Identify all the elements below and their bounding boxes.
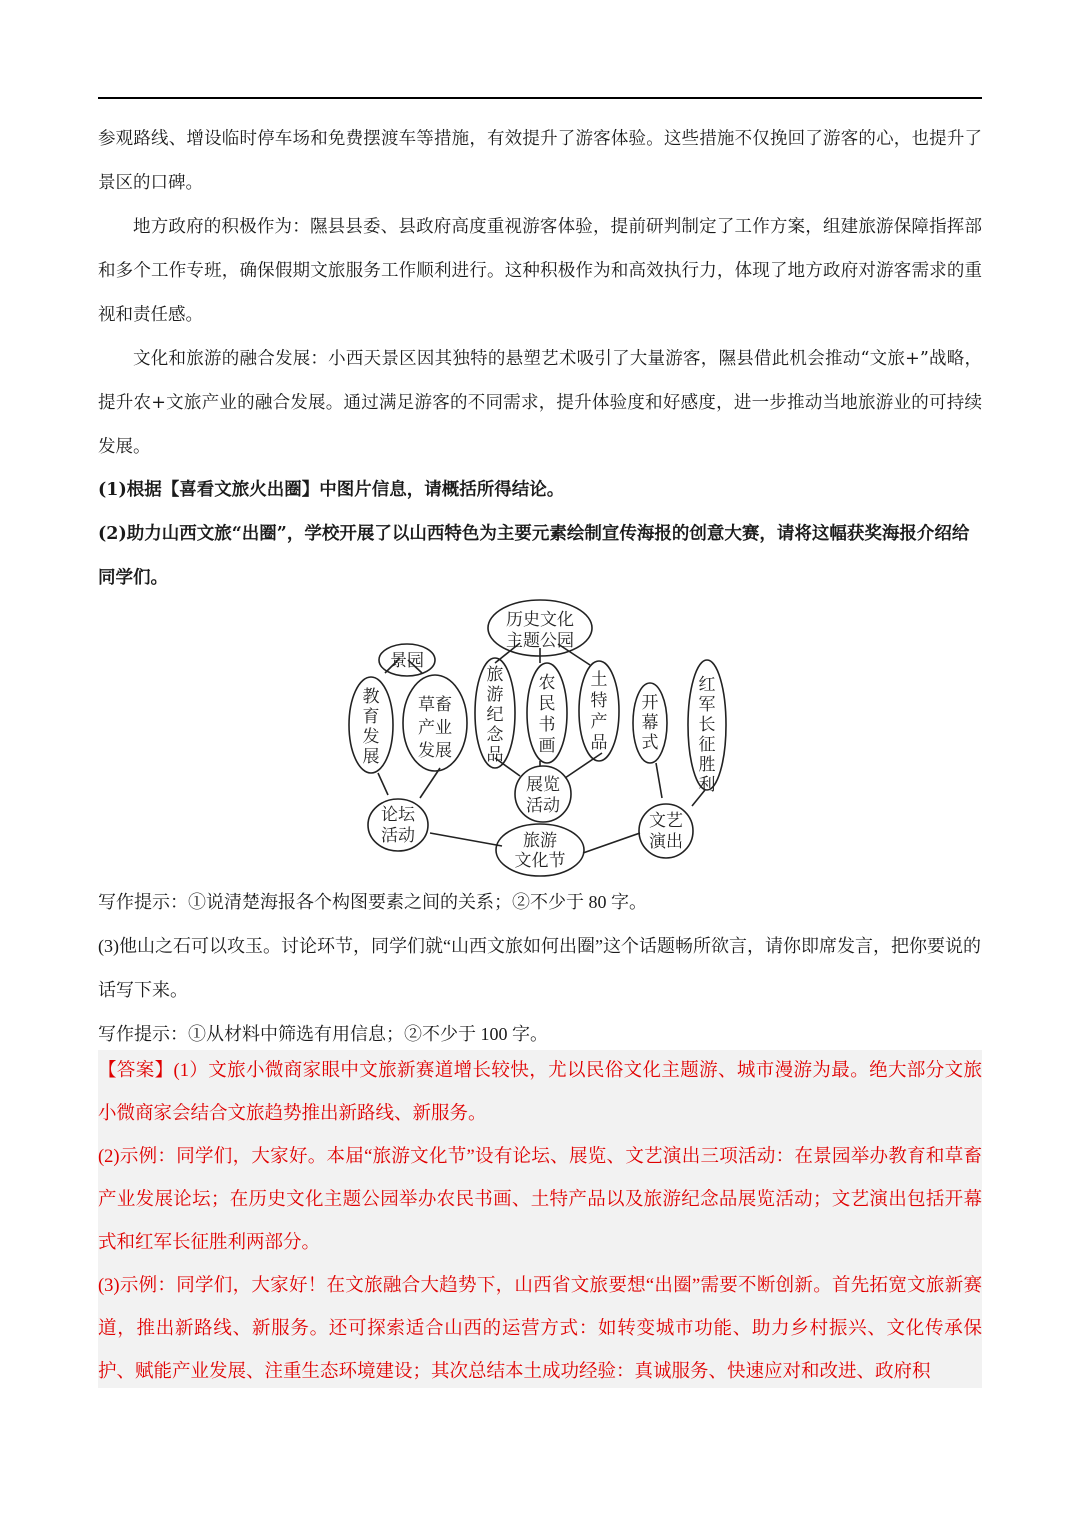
svg-text:品: 品 bbox=[486, 745, 504, 765]
svg-text:育: 育 bbox=[362, 707, 380, 727]
svg-text:特: 特 bbox=[590, 691, 608, 711]
node-garden: 景园 bbox=[390, 651, 424, 671]
svg-text:教: 教 bbox=[362, 687, 380, 707]
svg-text:品: 品 bbox=[590, 733, 608, 753]
node-souvenir bbox=[487, 665, 505, 765]
poster-diagram bbox=[340, 598, 740, 883]
svg-text:主题公园: 主题公园 bbox=[506, 631, 574, 651]
question-3: (3)他山之石可以攻玉。讨论环节，同学们就“山西文旅如何出圈”这个话题畅所欲言，请你即席发言，把你要说的话写下来。 bbox=[98, 936, 981, 1000]
paragraph-3: 文化和旅游的融合发展：小西天景区因其独特的悬塑艺术吸引了大量游客，隰县借此机会推动“文旅+”战略，提升农+文旅产业的融合发展。通过满足游客的不同需求，提升体验度和好感度，进一步推动当地旅游业的可持续发展。 bbox=[98, 349, 982, 457]
svg-text:发展: 发展 bbox=[418, 741, 452, 761]
node-tourism-festival bbox=[515, 831, 566, 871]
svg-text:文艺: 文艺 bbox=[649, 811, 683, 831]
svg-text:式: 式 bbox=[641, 733, 659, 753]
svg-text:活动: 活动 bbox=[381, 826, 415, 846]
answer-label: 【答案】 bbox=[98, 1061, 174, 1081]
svg-text:旅游: 旅游 bbox=[523, 831, 557, 851]
question-2: (2)助力山西文旅“出圈”，学校开展了以山西特色为主要元素绘制宣传海报的创意大赛，请将这幅获奖海报介绍给同学们。 bbox=[98, 524, 970, 588]
svg-text:书: 书 bbox=[538, 715, 556, 735]
header-rule bbox=[98, 97, 982, 99]
answer-1 bbox=[98, 1050, 982, 1136]
svg-text:纪: 纪 bbox=[486, 705, 504, 725]
svg-text:开: 开 bbox=[641, 693, 659, 713]
node-history-park bbox=[506, 610, 574, 651]
svg-text:论坛: 论坛 bbox=[381, 805, 415, 825]
node-specialty bbox=[591, 670, 608, 753]
answer-1-text: (1）文旅小微商家眼中文旅新赛道增长较快，尤以民俗文化主题游、城市漫游为最。绝大部分文旅小微商家会结合文旅趋势推出新路线、新服务。 bbox=[98, 1061, 982, 1124]
svg-text:土: 土 bbox=[590, 670, 608, 690]
answer-2: (2)示例：同学们，大家好。本届“旅游文化节”设有论坛、展览、文艺演出三项活动：在景园举办教育和草畜产业发展论坛；在历史文化主题公园举办农民书画、土特产品以及旅游纪念品展览活动；文艺演出包括开幕式和红军长征胜利两部分。 bbox=[98, 1147, 982, 1253]
svg-text:活动: 活动 bbox=[526, 796, 560, 816]
svg-text:画: 画 bbox=[538, 736, 556, 756]
writing-hint-3: 写作提示：①从材料中筛选有用信息；②不少于 100 字。 bbox=[98, 1024, 548, 1044]
svg-text:红: 红 bbox=[698, 675, 716, 695]
node-opening bbox=[642, 693, 659, 753]
svg-text:农: 农 bbox=[538, 673, 556, 693]
svg-text:产: 产 bbox=[590, 712, 608, 732]
svg-text:旅: 旅 bbox=[486, 665, 504, 685]
paragraph-1: 参观路线、增设临时停车场和免费摆渡车等措施，有效提升了游客体验。这些措施不仅挽回了游客的心，也提升了景区的口碑。 bbox=[98, 129, 982, 193]
svg-text:利: 利 bbox=[698, 775, 716, 795]
node-performance bbox=[649, 811, 683, 852]
answer-3: (3)示例：同学们，大家好！在文旅融合大趋势下，山西省文旅要想“出圈”需要不断创新。首先拓宽文旅新赛道，推出新路线、新服务。还可探索适合山西的运营方式：如转变城市功能、助力乡村振兴、文化传承保护、赋能产业发展、注重生态环境建设；其次总结本土成功经验：真诚服务、快速应对和改进、政府积 bbox=[98, 1276, 982, 1382]
questions-block bbox=[98, 468, 982, 600]
node-education bbox=[363, 687, 380, 767]
node-forum bbox=[381, 805, 416, 846]
answer-box bbox=[98, 1050, 982, 1388]
svg-text:历史文化: 历史文化 bbox=[506, 610, 574, 630]
svg-text:游: 游 bbox=[486, 685, 504, 705]
svg-text:征: 征 bbox=[698, 735, 716, 755]
svg-text:草畜: 草畜 bbox=[418, 695, 452, 715]
svg-text:发: 发 bbox=[362, 727, 380, 747]
svg-text:产业: 产业 bbox=[418, 718, 452, 738]
node-exhibition bbox=[526, 775, 560, 816]
node-red-army bbox=[699, 675, 716, 795]
svg-text:幕: 幕 bbox=[641, 713, 659, 733]
node-farmer-painting bbox=[539, 673, 556, 756]
node-livestock bbox=[418, 695, 452, 761]
svg-text:长: 长 bbox=[698, 715, 716, 735]
svg-text:胜: 胜 bbox=[698, 755, 716, 775]
paragraph-2: 地方政府的积极作为：隰县县委、县政府高度重视游客体验，提前研判制定了工作方案，组建旅游保障指挥部和多个工作专班，确保假期文旅服务工作顺利进行。这种积极作为和高效执行力，体现了地方政府对游客需求的重视和责任感。 bbox=[98, 217, 982, 325]
svg-text:军: 军 bbox=[698, 695, 716, 715]
writing-hint-2: 写作提示：①说清楚海报各个构图要素之间的关系；②不少于 80 字。 bbox=[98, 892, 647, 912]
svg-text:文化节: 文化节 bbox=[514, 851, 566, 871]
svg-text:念: 念 bbox=[486, 725, 504, 745]
svg-text:展: 展 bbox=[362, 747, 380, 767]
svg-text:民: 民 bbox=[538, 694, 556, 714]
prompts-block bbox=[98, 880, 982, 1056]
material-text bbox=[98, 117, 982, 469]
question-1: (1)根据【喜看文旅火出圈】中图片信息，请概括所得结论。 bbox=[98, 480, 565, 500]
svg-text:展览: 展览 bbox=[526, 775, 560, 795]
svg-text:演出: 演出 bbox=[649, 832, 683, 852]
